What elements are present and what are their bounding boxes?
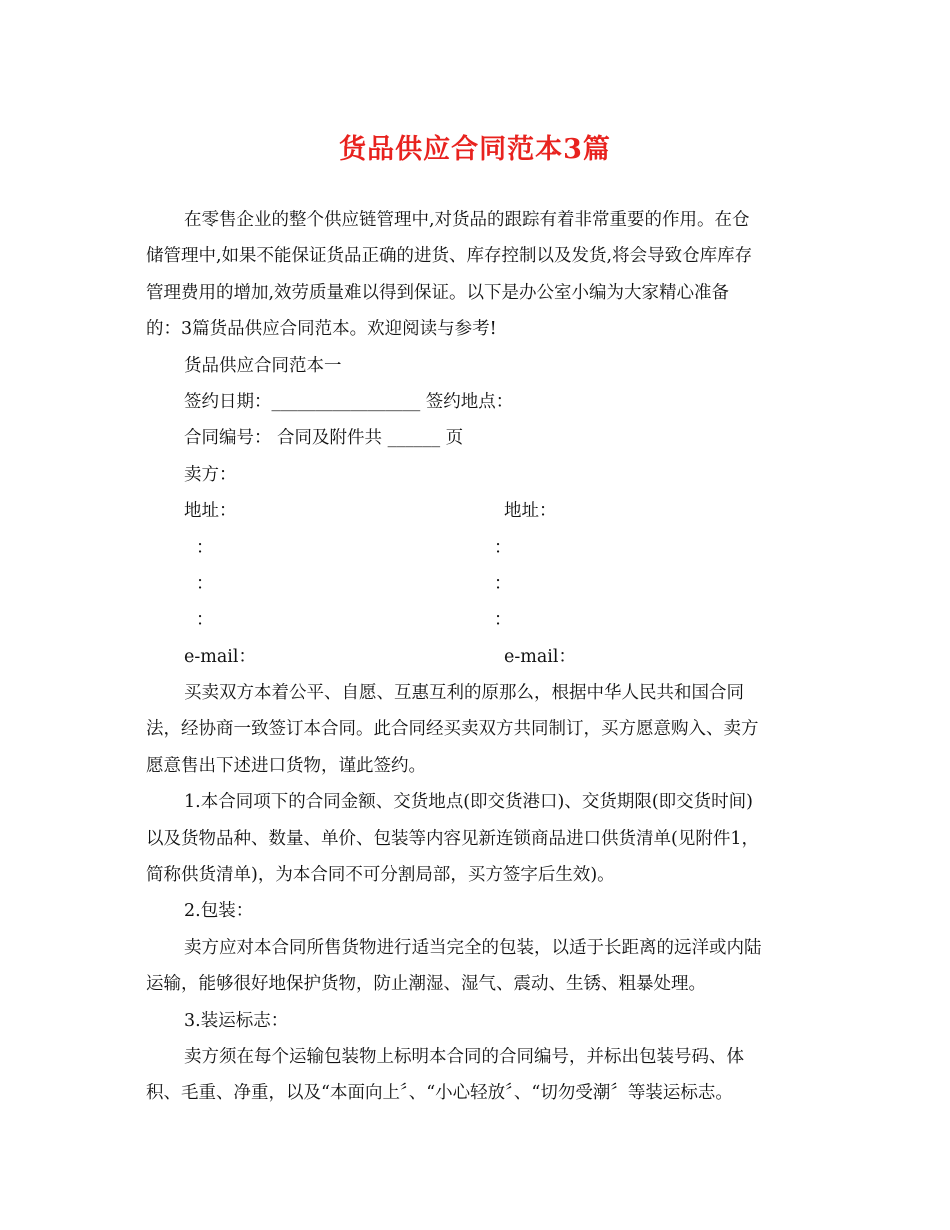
document-body bbox=[146, 202, 806, 1112]
blank-field-row bbox=[146, 566, 806, 602]
sign-date-line: 签约日期：_________________ 签约地点： bbox=[184, 391, 514, 412]
seller-label: 卖方： bbox=[184, 464, 237, 485]
intro-line: 在零售企业的整个供应链管理中,对货品的跟踪有着非常重要的作用。在仓 bbox=[184, 210, 750, 230]
blank-field-row bbox=[146, 530, 806, 566]
clause-title: 3.装运标志： bbox=[184, 1010, 289, 1031]
blank-field-left: ： bbox=[196, 610, 214, 631]
clause-line: 1.本合同项下的合同金额、交货地点(即交货港口)、交货期限(即交货时间) bbox=[184, 792, 754, 813]
address-row bbox=[146, 493, 806, 529]
blank-field-row bbox=[146, 602, 806, 638]
contract-number-line: 合同编号： 合同及附件共 ______ 页 bbox=[184, 428, 464, 449]
blank-field-right: ： bbox=[494, 537, 512, 558]
paragraph-line: 法，经协商一致签订本合同。此合同经买卖双方共同制订，买方愿意购入、卖方 bbox=[146, 719, 759, 740]
document-title: 货品供应合同范本3篇 bbox=[339, 134, 611, 165]
intro-line: 储管理中,如果不能保证货品正确的进货、库存控制以及发货,将会导致仓库库存 bbox=[146, 246, 753, 267]
email-left-label: e-mail： bbox=[184, 646, 256, 667]
clause-line: 运输，能够很好地保护货物，防止潮湿、湿气、震动、生锈、粗暴处理。 bbox=[146, 974, 706, 995]
intro-line: 管理费用的增加,效劳质量难以得到保证。以下是办公室小编为大家精心准备 bbox=[146, 282, 730, 303]
email-right-label: e-mail： bbox=[504, 646, 576, 667]
clause-line: 卖方应对本合同所售货物进行适当完全的包装，以适于长距离的远洋或内陆 bbox=[184, 937, 762, 958]
blank-field-left: ： bbox=[196, 537, 214, 558]
paragraph-line: 愿意售出下述进口货物，谨此签约。 bbox=[146, 755, 426, 776]
blank-field-left: ： bbox=[196, 573, 214, 594]
clause-line: 积、毛重、净重，以及“本面向上〞、“小心轻放〞、“切勿受潮〞等装运标志。 bbox=[146, 1083, 733, 1104]
clause-title: 2.包装： bbox=[184, 901, 254, 922]
address-right-label: 地址： bbox=[504, 501, 557, 522]
address-left-label: 地址： bbox=[184, 501, 237, 522]
clause-line: 卖方须在每个运输包装物上标明本合同的合同编号，并标出包装号码、体 bbox=[184, 1046, 744, 1067]
email-row bbox=[146, 639, 806, 675]
blank-field-right: ： bbox=[494, 610, 512, 631]
clause-line: 以及货物品种、数量、单价、包装等内容见新连锁商品进口供货清单(见附件1， bbox=[146, 828, 759, 849]
paragraph-line: 买卖双方本着公平、自愿、互惠互利的原那么，根据中华人民共和国合同 bbox=[184, 683, 744, 704]
clause-line: 简称供货清单)，为本合同不可分割局部，买方签字后生效)。 bbox=[146, 865, 615, 886]
intro-line: 的：3篇货品供应合同范本。欢迎阅读与参考! bbox=[146, 319, 497, 340]
blank-field-right: ： bbox=[494, 573, 512, 594]
section-title: 货品供应合同范本一 bbox=[184, 355, 342, 376]
